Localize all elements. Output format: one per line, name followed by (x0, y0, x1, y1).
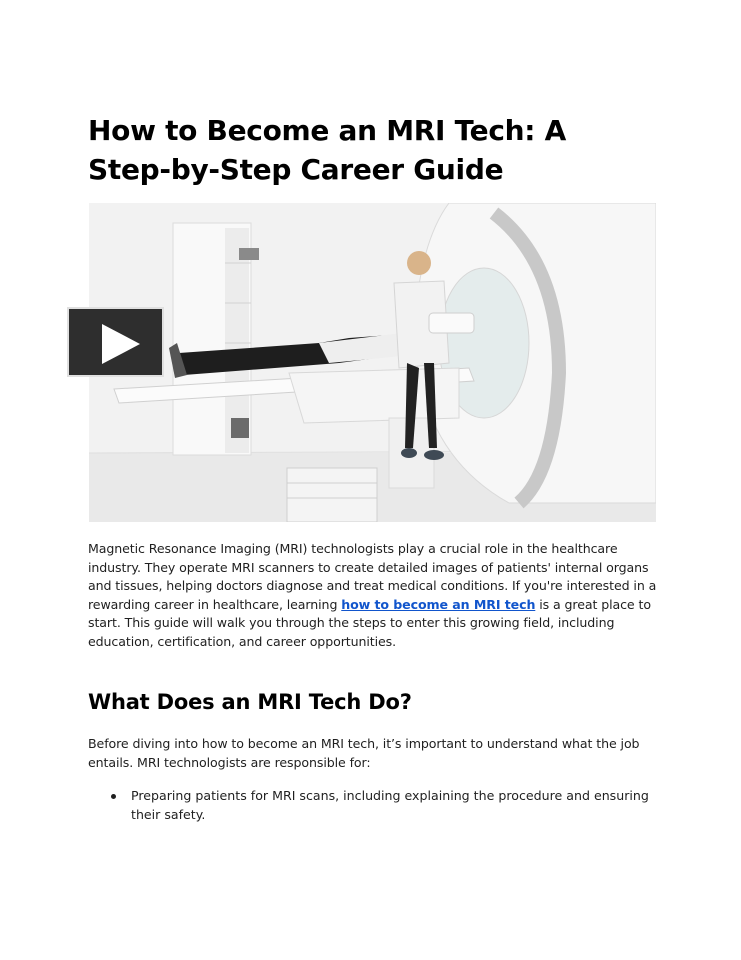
list-item (88, 787, 658, 824)
video-play-button[interactable] (67, 307, 164, 377)
section-heading-what-does-mri-tech-do: What Does an MRI Tech Do? (88, 690, 412, 714)
intro-text-before-link: Magnetic Resonance Imaging (MRI) technologists play a crucial role in the healthcare industry. They operate MRI scanners to create detailed images of patients' internal organs and tissues, helping doctors diagnose and treat medical conditions. If you're interested in a rewarding career in healthcare, learning (88, 541, 657, 612)
intro-text-after-link: is a great place to start. This guide will walk you through the steps to enter this growing field, including education, certification, and career opportunities. (88, 596, 651, 649)
hero-image (89, 203, 656, 522)
mri-scene-illustration (89, 203, 656, 522)
intro-paragraph (88, 540, 658, 651)
page-title: How to Become an MRI Tech: A Step-by-Step Career Guide (88, 114, 567, 186)
how-to-become-mri-tech-link[interactable]: how to become an MRI tech (341, 596, 536, 612)
list-item-text: Preparing patients for MRI scans, including explaining the procedure and ensuring their safety. (131, 788, 649, 822)
bullet-icon (111, 794, 116, 799)
responsibilities-list (88, 787, 658, 824)
section-intro-paragraph: Before diving into how to become an MRI tech, it’s important to understand what the job entails. MRI technologists are responsible for: (88, 736, 640, 770)
